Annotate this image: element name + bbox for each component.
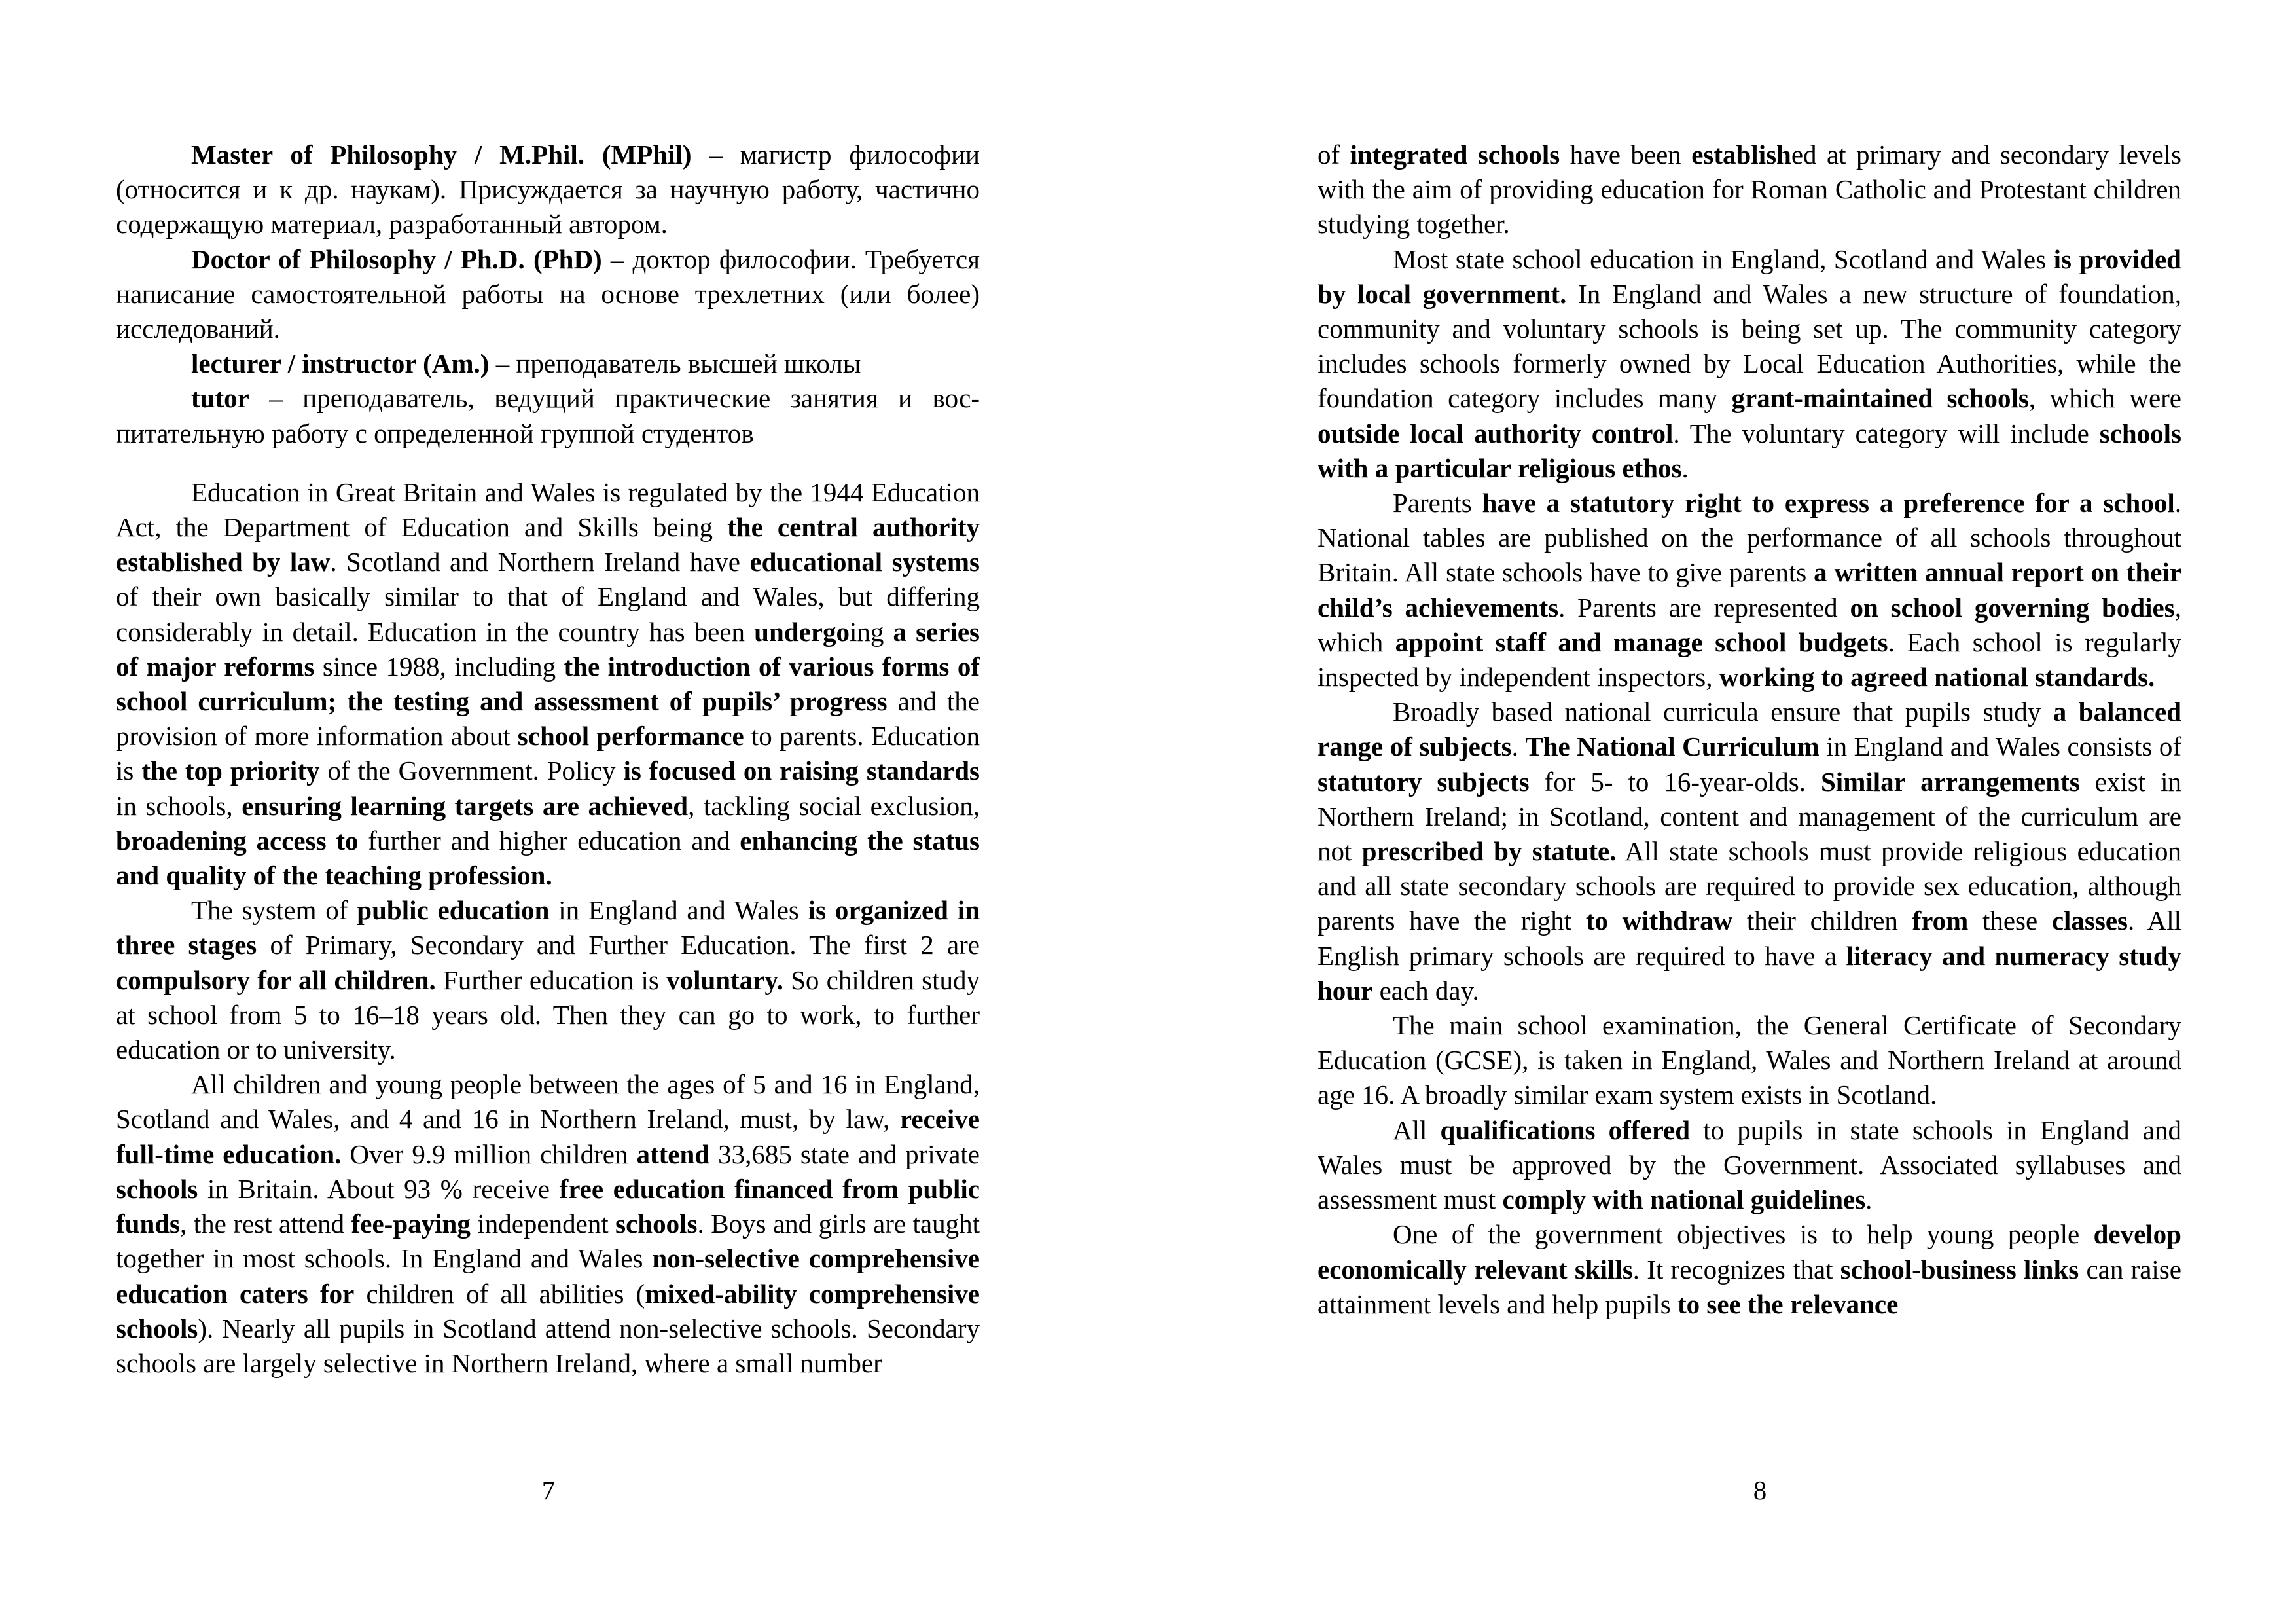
bold-term: grant-maintained schools: [1731, 383, 2029, 414]
bold-term: Master of Philosophy / M.Phil. (MPhil): [191, 139, 692, 170]
bold-term: establish: [1691, 139, 1791, 170]
bold-term: comply with national guidelines: [1502, 1184, 1866, 1215]
bold-term: The National Curriculum: [1525, 731, 1820, 762]
bold-term: from: [1912, 905, 1969, 936]
bold-term: statutory subjects: [1318, 766, 1530, 797]
bold-term: a series of major reforms: [116, 616, 980, 682]
left-page: [116, 137, 980, 1381]
bold-term: mixed-ability comprehensive schools: [116, 1278, 980, 1343]
bold-term: lecturer / instructor (Am.): [191, 348, 490, 379]
bold-term: is focused on raising standards: [623, 756, 980, 786]
bold-term: is organized in three stages: [116, 895, 980, 960]
paragraph-qualifications: All qualifications offered to pupils in state schools in England and Wales must be approved by the Government. Associated syllabuses and assessment must comply with national guidelines.: [1318, 1114, 2181, 1215]
bold-term: prescribed by statute.: [1361, 836, 1617, 867]
bold-term: appoint staff and manage school budgets: [1395, 627, 1888, 657]
paragraph-gcse: The main school examination, the General Certificate of Secondary Education (GCSE), is taken in England, Wales and Northern Ireland at around age 16. A broadly similar exam system exists in Scotland.: [1318, 1010, 2181, 1110]
bold-term: public education: [357, 895, 550, 926]
glossary-entry-tutor: tutor – преподаватель, ведущий практические занятия и воспитательную работу с определенной группой студентов: [116, 383, 980, 448]
glossary-entry-mphil: Master of Philosophy / M.Phil. (MPhil) – магистр философии (относится и к др. наукам). Присуждается за научную работу, частично содержащую материал, разработанный автором.: [116, 139, 980, 240]
bold-term: qualifications offered: [1440, 1114, 1691, 1145]
bold-term: schools with a particular religious ethos: [1318, 418, 2181, 483]
bold-term: the top priority: [141, 756, 320, 786]
bold-term: fee-paying: [351, 1209, 471, 1239]
bold-term: to see the relevance: [1677, 1288, 1899, 1319]
bold-term: to withdraw: [1585, 905, 1733, 936]
bold-term: school-business links: [1840, 1254, 2079, 1285]
bold-term: develop economically relevant skills: [1318, 1219, 2181, 1285]
bold-term: tutor: [191, 383, 249, 414]
paragraph-public-education-stages: The system of public education in England and Wales is organized in three stages of Primary, Secondary and Further Education. The first 2 are compulsory for all children. Further education is voluntary. So children study at school from 5 to 16–18 years old. Then they can go to work, to further education or to university.: [116, 895, 980, 1065]
bold-term: free education financed from public funds: [116, 1173, 980, 1239]
paragraph-integrated-schools: of integrated schools have been established at primary and secondary levels with the aim of providing education for Roman Catholic and Protestant children studying together.: [1318, 139, 2181, 240]
bold-term: undergo: [754, 616, 850, 647]
bold-term: non-selective comprehensive education caters for: [116, 1243, 980, 1309]
bold-term: attend: [636, 1139, 710, 1169]
bold-term: Similar arrangements: [1821, 766, 2080, 797]
page-number-left: 7: [541, 1475, 556, 1505]
paragraph-full-time-education: All children and young people between the ages of 5 and 16 in England, Scotland and Wales, and 4 and 16 in Northern Ireland, must, by law, receive full-time education. Over 9.9 million children attend 33,685 state and private schools in Britain. About 93 % receive free education financed from public funds, the rest attend fee-paying independent schools. Boys and girls are taught together in most schools. In England and Wales non-selective comprehensive education caters for children of all abilities (mixed-ability comprehensive schools). Nearly all pupils in Scotland attend non-selective schools. Secondary schools are largely selective in Northern Ireland, where a small number: [116, 1069, 980, 1378]
bold-term: working to agreed national standards.: [1719, 662, 2155, 693]
bold-term: schools: [116, 1173, 198, 1204]
bold-term: voluntary.: [666, 964, 783, 995]
paragraph-parents-rights: Parents have a statutory right to express a preference for a school. National tables are published on the performance of all schools throughout Britain. All state schools have to give parents a written annual report on their child’s achievements. Parents are represented on school governing bodies, which appoint staff and manage school budgets. Each school is regularly inspected by independent inspectors, working to agreed national standards.: [1318, 488, 2182, 693]
bold-term: is provided by local government.: [1318, 244, 2181, 309]
bold-term: a written annual report on their child’s achievements: [1318, 557, 2181, 623]
bold-term: a balanced range of subjects: [1318, 697, 2181, 762]
bold-term: receive full-time education.: [116, 1104, 980, 1169]
bold-term: the central authority established by law: [116, 512, 980, 577]
glossary-entry-lecturer: lecturer / instructor (Am.) – преподаватель высшей школы: [191, 348, 861, 379]
right-page: [1318, 137, 2181, 1322]
bold-term: schools: [615, 1209, 698, 1239]
bold-term: compulsory for all children.: [116, 964, 436, 995]
bold-term: the introduction of various forms of school curriculum; the testing and assessment of pupils’ progress: [116, 651, 980, 717]
glossary-entry-phd: Doctor of Philosophy / Ph.D. (PhD) – доктор философии. Требуется написание самостоятельной работы на основе трехлетних (или более) исследований.: [116, 244, 980, 344]
bold-term: Doctor of Philosophy / Ph.D. (PhD): [191, 244, 602, 274]
bold-term: broadening access to: [116, 825, 359, 856]
bold-term: outside local authority control: [1318, 418, 1674, 448]
bold-term: educational systems: [749, 547, 980, 577]
bold-term: ensuring learning targets are achieved: [242, 790, 689, 821]
bold-term: on school governing bodies: [1850, 592, 2175, 623]
bold-term: have a statutory right to express a preference for a school: [1482, 488, 2175, 519]
bold-term: classes: [2051, 905, 2128, 936]
paragraph-local-government: Most state school education in England, Scotland and Wales is provided by local government. In England and Wales a new structure of foundation, community and voluntary schools is being set up. The community category includes schools formerly owned by Local Education Authorities, while the foundation category includes many grant-maintained schools, which were outside local authority control. The voluntary category will include schools with a particular religious ethos.: [1318, 244, 2182, 483]
paragraph-education-regulation: Education in Great Britain and Wales is regulated by the 1944 Education Act, the Department of Education and Skills being the central authority established by law. Scotland and Northern Ireland have educational systems of their own basically similar to that of England and Wales, but differing considerably in detail. Education in the country has been undergoing a series of major reforms since 1988, including the introduction of various forms of school curriculum; the testing and assessment of pupils’ progress and the provision of more information about school performance to parents. Education is the top priority of the Government. Policy is focused on raising standards in schools, ensuring learning targets are achieved, tackling social exclusion, broadening access to further and higher education and enhancing the status and quality of the teaching profession.: [116, 477, 980, 891]
paragraph-national-curricula: Broadly based national curricula ensure that pupils study a balanced range of subjects. The National Curriculum in England and Wales consists of statutory subjects for 5- to 16-year-olds. Similar arrangements exist in Northern Ireland; in Scotland, content and management of the curriculum are not prescribed by statute. All state schools must provide religious education and all state secondary schools are required to provide sex education, although parents have the right to withdraw their children from these classes. All English primary schools are required to have a literacy and numeracy study hour each day.: [1318, 697, 2182, 1006]
bold-term: literacy and numeracy study hour: [1318, 940, 2181, 1006]
bold-term: enhancing the status and quality of the teaching profession.: [116, 825, 980, 891]
page-number-right: 8: [1753, 1475, 1767, 1505]
bold-term: school performance: [517, 721, 744, 752]
paragraph-economic-skills: One of the government objectives is to help young people develop economically relevant skills. It recognizes that school-business links can raise attainment levels and help pupils to see the relevance: [1318, 1219, 2181, 1319]
bold-term: integrated schools: [1350, 139, 1560, 170]
